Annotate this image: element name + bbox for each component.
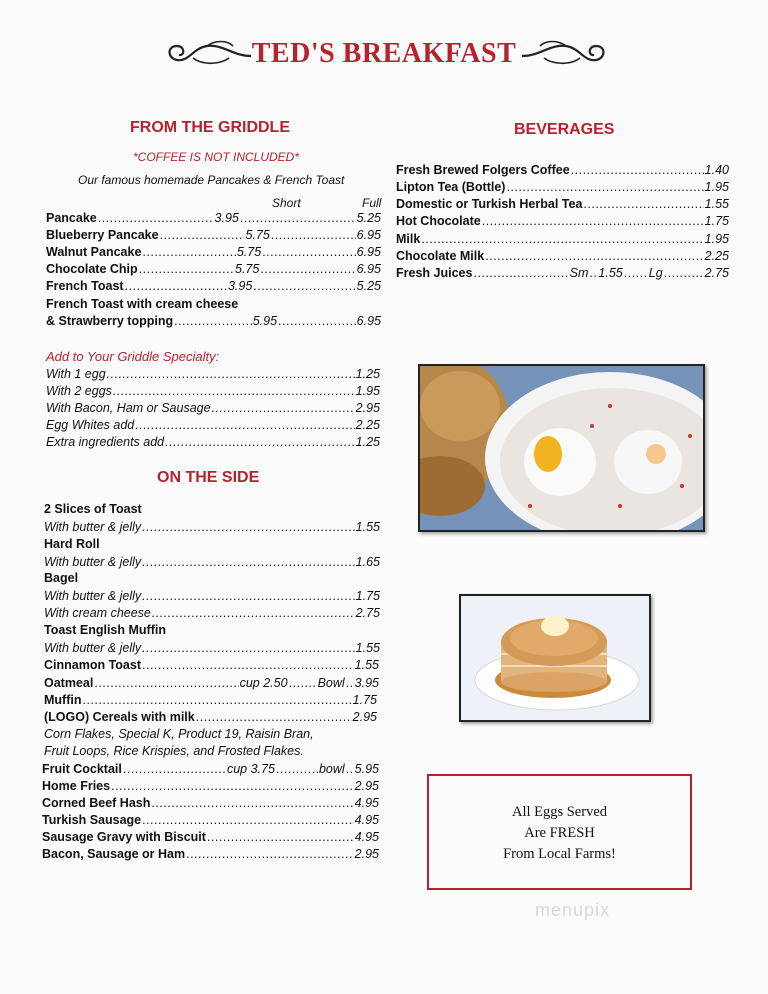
short-price: 5.75 [235, 262, 260, 276]
side-item [44, 589, 380, 603]
item-price: 1.95 [355, 384, 380, 398]
item-name: With butter & jelly [44, 555, 142, 569]
side-item [44, 658, 379, 672]
beverage-item [396, 266, 729, 280]
short-price: 3.95 [214, 211, 239, 225]
item-price: 4.95 [354, 796, 379, 810]
short-column-header: Short [272, 196, 301, 210]
addons-heading: Add to Your Griddle Specialty: [46, 349, 220, 364]
side-item [42, 847, 379, 861]
item-name: Milk [396, 232, 421, 246]
item-name: With Bacon, Ham or Sausage [46, 401, 211, 415]
short-price: 3.95 [227, 279, 253, 293]
item-title: Bagel [44, 571, 79, 585]
bowl-label: bowl [318, 762, 345, 776]
cup-price: cup 3.75 [226, 762, 275, 776]
side-item [44, 641, 380, 655]
full-price: 6.95 [356, 228, 381, 242]
item-name: Fruit Cocktail [42, 762, 122, 776]
griddle-heading: FROM THE GRIDDLE [130, 119, 290, 136]
full-price: 6.95 [356, 262, 382, 276]
item-title: Hard Roll [44, 537, 100, 551]
item-name: With butter & jelly [44, 589, 142, 603]
notice-line-3: From Local Farms! [503, 846, 616, 862]
item-price: 2.95 [355, 401, 380, 415]
item-name: Bacon, Sausage or Ham [42, 847, 186, 861]
notice-line-2: Are FRESH [524, 825, 595, 841]
pancakes-image [461, 596, 649, 720]
item-name: Cinnamon Toast [44, 658, 141, 672]
item-price: 2.25 [355, 418, 380, 432]
item-price: 2.95 [354, 779, 379, 793]
item-name: Sausage Gravy with Biscuit [42, 830, 206, 844]
item-name: Hot Chocolate [396, 214, 481, 228]
item-name: Lipton Tea (Bottle) [396, 180, 506, 194]
item-name: & Strawberry topping [46, 314, 174, 328]
item-name: With 1 egg [46, 367, 106, 381]
menu-item [46, 211, 381, 225]
cereal-list-line1: Corn Flakes, Special K, Product 19, Raisin Bran, [44, 727, 314, 741]
bowl-price: 5.95 [354, 762, 379, 776]
item-name: French Toast [46, 279, 124, 293]
side-item [42, 813, 379, 827]
item-price: 1.55 [355, 520, 380, 534]
right-swirl-ornament [518, 36, 610, 70]
item-price: 2.95 [354, 847, 379, 861]
beverage-item [396, 214, 729, 228]
bowl-label: Bowl [317, 676, 345, 690]
item-name: Domestic or Turkish Herbal Tea [396, 197, 583, 211]
item-name: Oatmeal [44, 676, 94, 690]
side-item [42, 796, 379, 810]
side-item [44, 693, 377, 707]
item-name: Chocolate Milk [396, 249, 485, 263]
beverage-item [396, 197, 729, 211]
item-name: With 2 eggs [46, 384, 112, 398]
item-name: Corned Beef Hash [42, 796, 151, 810]
item-price: 1.75 [704, 214, 729, 228]
cereal-list-line2: Fruit Loops, Rice Krispies, and Frosted Flakes. [44, 744, 304, 758]
eggs-image [420, 366, 703, 530]
item-price: 2.75 [355, 606, 380, 620]
small-label: Sm [569, 266, 589, 280]
menu-item [46, 228, 381, 242]
item-name: (LOGO) Cereals with milk [44, 710, 195, 724]
side-item [44, 676, 379, 690]
item-price: 2.25 [704, 249, 729, 263]
griddle-subtitle: Our famous homemade Pancakes & French Toast [78, 173, 345, 187]
large-price: 2.75 [704, 266, 729, 280]
item-name: Blueberry Pancake [46, 228, 159, 242]
item-name: Chocolate Chip [46, 262, 138, 276]
item-name: With butter & jelly [44, 641, 142, 655]
menu-item [46, 245, 381, 259]
beverage-item [396, 163, 729, 177]
full-column-header: Full [362, 196, 382, 210]
menu-item [46, 262, 381, 276]
coffee-note: *COFFEE IS NOT INCLUDED* [133, 150, 300, 164]
item-name-line1: French Toast with cream cheese [46, 297, 239, 311]
side-item [44, 555, 380, 569]
item-price: 1.55 [354, 658, 379, 672]
short-price: 5.75 [245, 228, 270, 242]
eggs-photo [418, 364, 705, 532]
menupix-watermark: menupix [535, 900, 611, 920]
item-price: 1.55 [704, 197, 729, 211]
item-name: Egg Whites add [46, 418, 135, 432]
item-title: 2 Slices of Toast [44, 502, 142, 516]
item-price: 1.25 [355, 435, 380, 449]
item-name: Fresh Juices [396, 266, 473, 280]
bowl-price: 3.95 [354, 676, 379, 690]
item-name: Home Fries [42, 779, 111, 793]
short-price: 5.95 [252, 314, 278, 328]
short-price: 5.75 [236, 245, 262, 259]
full-price: 6.95 [356, 314, 381, 328]
item-price: 1.40 [704, 163, 729, 177]
item-price: 1.55 [355, 641, 380, 655]
beverage-item [396, 249, 729, 263]
pancakes-photo [459, 594, 651, 722]
item-price: 1.75 [352, 693, 377, 707]
notice-line-1: All Eggs Served [511, 804, 608, 820]
item-name: Walnut Pancake [46, 245, 142, 259]
full-price: 5.25 [356, 211, 382, 225]
item-name: With butter & jelly [44, 520, 142, 534]
side-item [44, 606, 380, 620]
side-heading: ON THE SIDE [157, 469, 260, 486]
item-price: 1.75 [355, 589, 380, 603]
item-name: With cream cheese [44, 606, 151, 620]
side-item [44, 710, 377, 724]
addon-item [46, 418, 380, 432]
side-item [42, 830, 379, 844]
item-name: Muffin [44, 693, 82, 707]
item-price: 2.95 [352, 710, 377, 724]
addon-item [46, 367, 380, 381]
item-price: 1.65 [355, 555, 380, 569]
menu-item [46, 279, 381, 293]
side-item [42, 762, 379, 776]
side-item [44, 520, 380, 534]
side-item [42, 779, 379, 793]
addon-item [46, 384, 380, 398]
cup-price: cup 2.50 [239, 676, 288, 690]
item-price: 1.95 [704, 232, 729, 246]
addon-item [46, 401, 380, 415]
menu-item [46, 314, 381, 328]
small-price: 1.55 [598, 266, 623, 280]
item-name: Pancake [46, 211, 97, 225]
full-price: 6.95 [356, 245, 381, 259]
full-price: 5.25 [356, 279, 381, 293]
page-title: TED'S BREAKFAST [251, 38, 517, 69]
beverage-item [396, 232, 729, 246]
item-name: Turkish Sausage [42, 813, 142, 827]
item-price: 4.95 [354, 830, 379, 844]
item-price: 1.25 [355, 367, 380, 381]
item-name: Extra ingredients add [46, 435, 165, 449]
item-name: Fresh Brewed Folgers Coffee [396, 163, 570, 177]
beverages-heading: BEVERAGES [514, 121, 615, 138]
large-label: Lg [648, 266, 663, 280]
addon-item [46, 435, 380, 449]
item-price: 1.95 [704, 180, 729, 194]
item-price: 4.95 [354, 813, 379, 827]
item-title: Toast English Muffin [44, 623, 166, 637]
beverage-item [396, 180, 729, 194]
fresh-eggs-notice [427, 774, 692, 890]
